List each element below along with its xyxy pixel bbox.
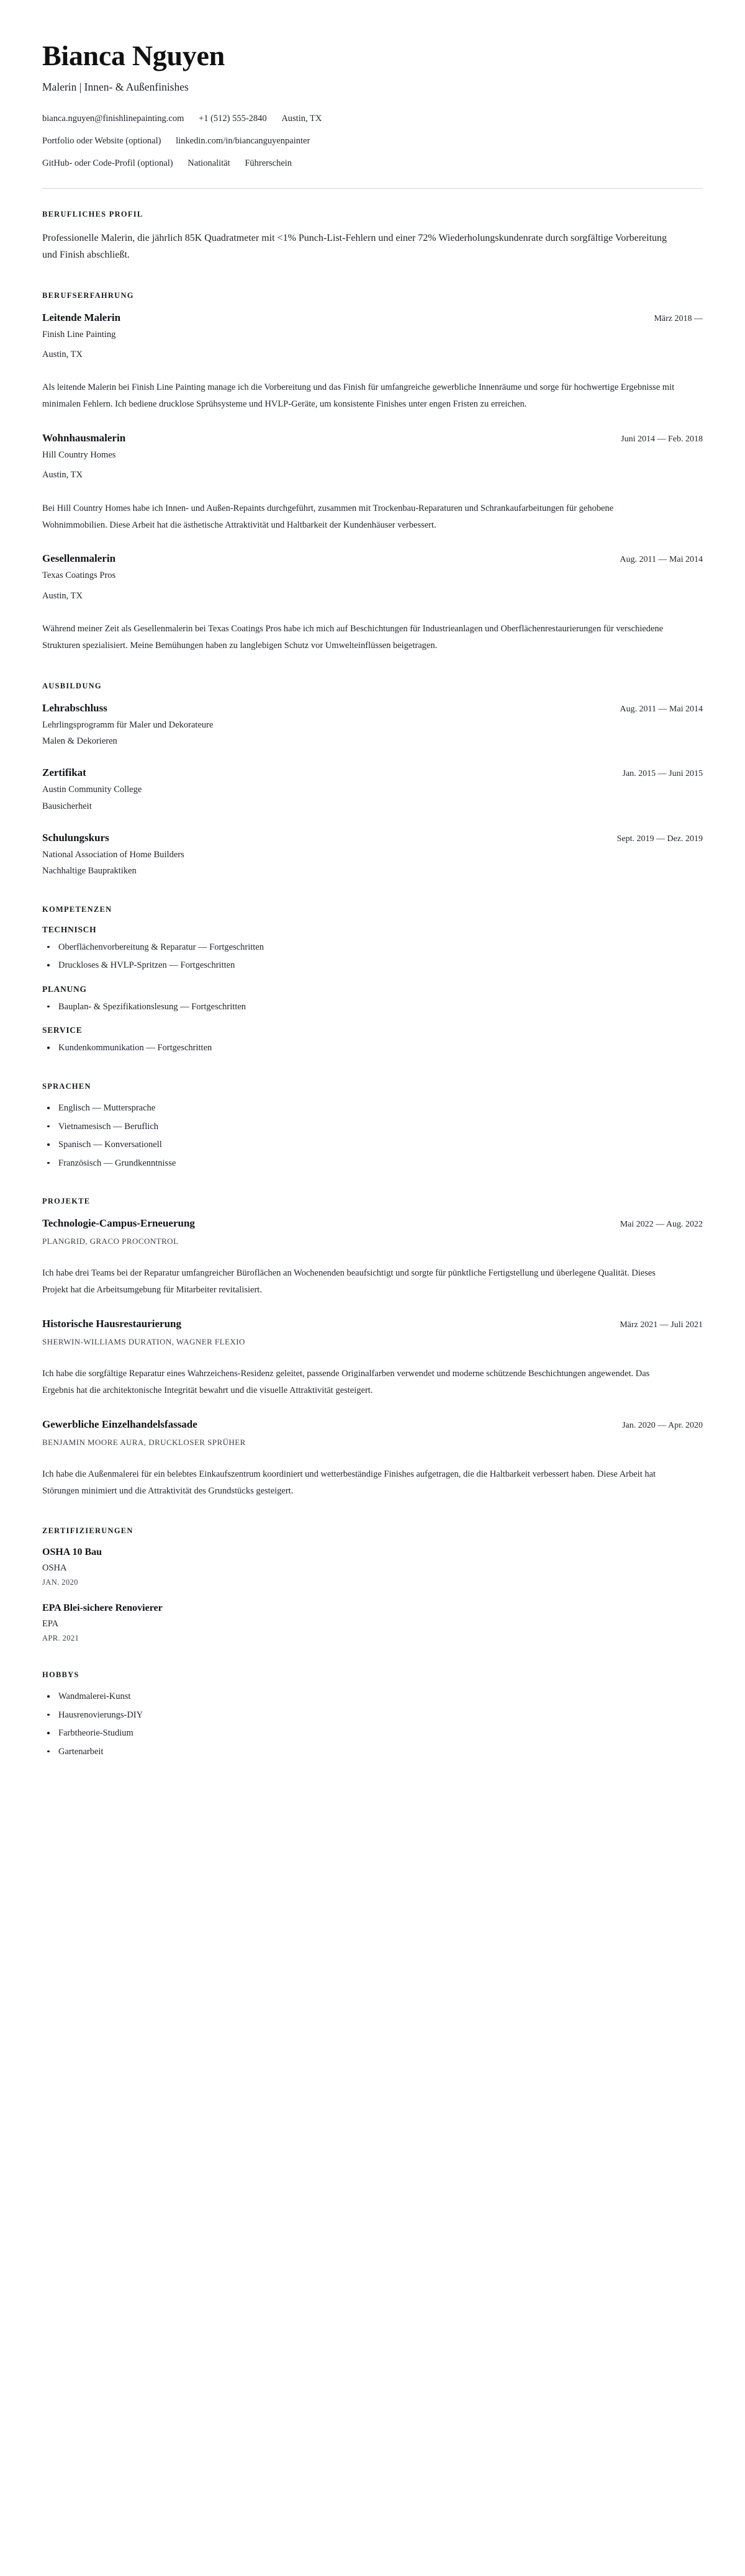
skill-list (42, 1001, 703, 1014)
education-entry (42, 831, 703, 878)
education-entry-header (42, 701, 703, 715)
project-description: Ich habe drei Teams bei der Reparatur umfangreicher Büroflächen an Wochenenden beaufsichtigt und sorgte für pünktliche Fertigstellung und überlegene Qualität. Dieses Projekt hat die Arbeitsumgebung für Mitarbeiter revitalisiert. (42, 1268, 656, 1295)
job-title: Wohnhausmalerin (42, 432, 126, 444)
contact-phone[interactable]: +1 (512) 555-2840 (199, 114, 267, 124)
contact-nationality: Nationalität (187, 158, 230, 168)
section-projects (42, 1197, 703, 1499)
contact-info (42, 112, 703, 170)
experience-entry (42, 311, 703, 413)
education-date-range: Sept. 2019 — Dez. 2019 (616, 834, 703, 844)
skill-group-technical (42, 925, 703, 972)
section-title-certifications: ZERTIFIZIERUNGEN (42, 1526, 133, 1536)
project-date-range: Jan. 2020 — Apr. 2020 (622, 1420, 703, 1430)
contact-driver-license: Führerschein (245, 158, 292, 168)
profile-summary-text: Professionelle Malerin, die jährlich 85K Quadratmeter mit <1% Punch-List-Fehlern und einer 72% Wiederholungskundenrate durch sorgfältige Vorbereitung und Finish abschließt. (42, 232, 667, 261)
project-entry-header (42, 1317, 703, 1331)
section-title-projects: PROJEKTE (42, 1197, 91, 1206)
education-degree: Zertifikat (42, 767, 86, 779)
contact-location: Austin, TX (281, 114, 322, 124)
experience-entry (42, 552, 703, 654)
skill-group-title: SERVICE (42, 1025, 83, 1035)
certification-entry (42, 1546, 703, 1587)
education-entry-header (42, 766, 703, 780)
job-location: Austin, TX (42, 590, 83, 601)
resume-header (42, 40, 703, 189)
job-description: Als leitende Malerin bei Finish Line Painting manage ich die Vorbereitung und das Finish für umfangreiche gewerbliche Innenräume und sorge für hochwertige Ergebnisse mit minimalen Fehlern. Ich bediene drucklose Sprühsysteme und HVLP-Geräte, um konsistente Finishes unter engen Fristen zu erreichen. (42, 382, 675, 410)
section-title-profile: BERUFLICHES PROFIL (42, 209, 143, 218)
skill-list (42, 941, 703, 972)
education-entry-header (42, 831, 703, 845)
language-item: Vietnamesisch — Beruflich (42, 1120, 703, 1133)
contact-row-2 (42, 135, 703, 148)
contact-row-3 (42, 157, 703, 171)
skill-list (42, 1042, 703, 1055)
hobby-item: Gartenarbeit (42, 1745, 703, 1759)
education-field: Nachhaltige Baupraktiken (42, 866, 137, 876)
job-location: Austin, TX (42, 349, 83, 360)
education-field: Malen & Dekorieren (42, 736, 117, 747)
candidate-headline: Malerin | Innen- & Außenfinishes (42, 80, 189, 93)
project-date-range: März 2021 — Juli 2021 (620, 1320, 703, 1330)
project-name: Historische Hausrestaurierung (42, 1318, 181, 1330)
project-name: Gewerbliche Einzelhandelsfassade (42, 1418, 197, 1430)
education-institution: Austin Community College (42, 785, 142, 795)
certification-issuer: EPA (42, 1619, 59, 1629)
job-date-range: Juni 2014 — Feb. 2018 (621, 435, 703, 444)
certification-date: JAN. 2020 (42, 1578, 78, 1587)
certification-date: APR. 2021 (42, 1634, 79, 1643)
skill-item: Druckloses & HVLP-Spritzen — Fortgeschritten (42, 959, 703, 972)
education-degree: Lehrabschluss (42, 701, 107, 714)
experience-entry (42, 431, 703, 533)
education-institution: Lehrlingsprogramm für Maler und Dekorateure (42, 719, 214, 730)
education-institution: National Association of Home Builders (42, 850, 184, 860)
project-description: Ich habe die sorgfältige Reparatur eines Wahrzeichens-Residenz geleitet, passende Originalfarben verwendet und moderne schützende Beschichtungen angewendet. Das Ergebnis hat die architektonische Integrität bewahrt und die visuelle Attraktivität gesteigert. (42, 1369, 650, 1395)
project-tech-stack: PLANGRID, GRACO PROCONTROL (42, 1236, 179, 1246)
candidate-name: Bianca Nguyen (42, 40, 225, 71)
skill-group-title: PLANUNG (42, 984, 87, 994)
project-entry (42, 1418, 703, 1500)
section-title-skills: KOMPETENZEN (42, 904, 112, 914)
project-entry-header (42, 1217, 703, 1230)
skill-item: Kundenkommunikation — Fortgeschritten (42, 1042, 703, 1055)
job-company: Hill Country Homes (42, 450, 116, 461)
job-title: Leitende Malerin (42, 311, 121, 323)
job-company: Finish Line Painting (42, 329, 116, 340)
certification-name: EPA Blei-sichere Renovierer (42, 1603, 163, 1614)
contact-portfolio[interactable]: Portfolio oder Website (optional) (42, 136, 161, 146)
certification-entry (42, 1602, 703, 1643)
education-field: Bausicherheit (42, 801, 92, 811)
section-certifications (42, 1526, 703, 1643)
certification-issuer: OSHA (42, 1563, 67, 1574)
education-date-range: Jan. 2015 — Juni 2015 (622, 769, 703, 779)
section-hobbies (42, 1670, 703, 1758)
job-description: Bei Hill Country Homes habe ich Innen- und Außen-Repaints durchgeführt, zusammen mit Trockenbau-Reparaturen und Schrankaufarbeitungen für gehobene Wohnimmobilien. Diese Arbeit hat die ästhetische Attraktivität und Haltbarkeit der Kundenhäuser verbessert. (42, 503, 614, 530)
language-item: Englisch — Muttersprache (42, 1102, 703, 1115)
project-date-range: Mai 2022 — Aug. 2022 (620, 1220, 703, 1230)
language-item: Französisch — Grundkenntnisse (42, 1157, 703, 1170)
contact-email[interactable]: bianca.nguyen@finishlinepainting.com (42, 114, 184, 124)
certification-name: OSHA 10 Bau (42, 1547, 102, 1558)
contact-github[interactable]: GitHub- oder Code-Profil (optional) (42, 158, 173, 168)
skill-group-planning (42, 984, 703, 1014)
job-description: Während meiner Zeit als Gesellenmalerin bei Texas Coatings Pros habe ich mich auf Beschichtungen für Industrieanlagen und Oberflächenrestaurierungen für verschiedene Strukturen spezialisiert. Meine Bemühungen haben zu langlebigen Schutz vor Umwelteinflüssen beigetragen. (42, 624, 664, 651)
experience-entry-header (42, 552, 703, 565)
skill-group-service (42, 1025, 703, 1055)
education-date-range: Aug. 2011 — Mai 2014 (620, 704, 703, 714)
project-description: Ich habe die Außenmalerei für ein belebtes Einkaufszentrum koordiniert und wetterbeständige Finishes aufgetragen, die die Haltbarkeit verbessert haben. Diese Arbeit hat Störungen minimiert und die Attraktivität des Grundstücks gesteigert. (42, 1469, 656, 1496)
education-entry (42, 766, 703, 813)
project-tech-stack: BENJAMIN MOORE AURA, DRUCKLOSER SPRÜHER (42, 1437, 246, 1447)
hobby-item: Wandmalerei-Kunst (42, 1690, 703, 1703)
project-name: Technologie-Campus-Erneuerung (42, 1217, 195, 1230)
job-date-range: Aug. 2011 — Mai 2014 (620, 555, 703, 565)
section-education (42, 682, 703, 878)
section-experience (42, 291, 703, 654)
section-title-education: AUSBILDUNG (42, 681, 102, 690)
contact-row-1 (42, 112, 703, 126)
section-languages (42, 1082, 703, 1169)
language-list (42, 1102, 703, 1169)
project-entry-header (42, 1418, 703, 1431)
project-entry (42, 1317, 703, 1399)
language-item: Spanisch — Konversationell (42, 1138, 703, 1151)
skill-group-title: TECHNISCH (42, 924, 97, 934)
job-company: Texas Coatings Pros (42, 570, 116, 581)
section-skills (42, 905, 703, 1055)
job-location: Austin, TX (42, 470, 83, 480)
job-title: Gesellenmalerin (42, 552, 116, 565)
section-profile (42, 210, 703, 264)
hobby-item: Farbtheorie-Studium (42, 1727, 703, 1740)
project-tech-stack: SHERWIN-WILLIAMS DURATION, WAGNER FLEXIO (42, 1337, 245, 1347)
education-entry (42, 701, 703, 748)
hobby-list (42, 1690, 703, 1758)
skill-item: Bauplan- & Spezifikationslesung — Fortgeschritten (42, 1001, 703, 1014)
section-title-experience: BERUFSERFAHRUNG (42, 290, 134, 300)
skill-item: Oberflächenvorbereitung & Reparatur — Fortgeschritten (42, 941, 703, 954)
project-entry (42, 1217, 703, 1299)
education-degree: Schulungskurs (42, 832, 109, 844)
section-title-hobbies: HOBBYS (42, 1670, 79, 1680)
experience-entry-header (42, 311, 703, 325)
hobby-item: Hausrenovierungs-DIY (42, 1709, 703, 1722)
contact-linkedin[interactable]: linkedin.com/in/biancanguyenpainter (176, 136, 310, 146)
section-title-languages: SPRACHEN (42, 1082, 91, 1091)
header-divider (42, 188, 703, 189)
job-date-range: März 2018 — (654, 313, 703, 323)
experience-entry-header (42, 431, 703, 445)
